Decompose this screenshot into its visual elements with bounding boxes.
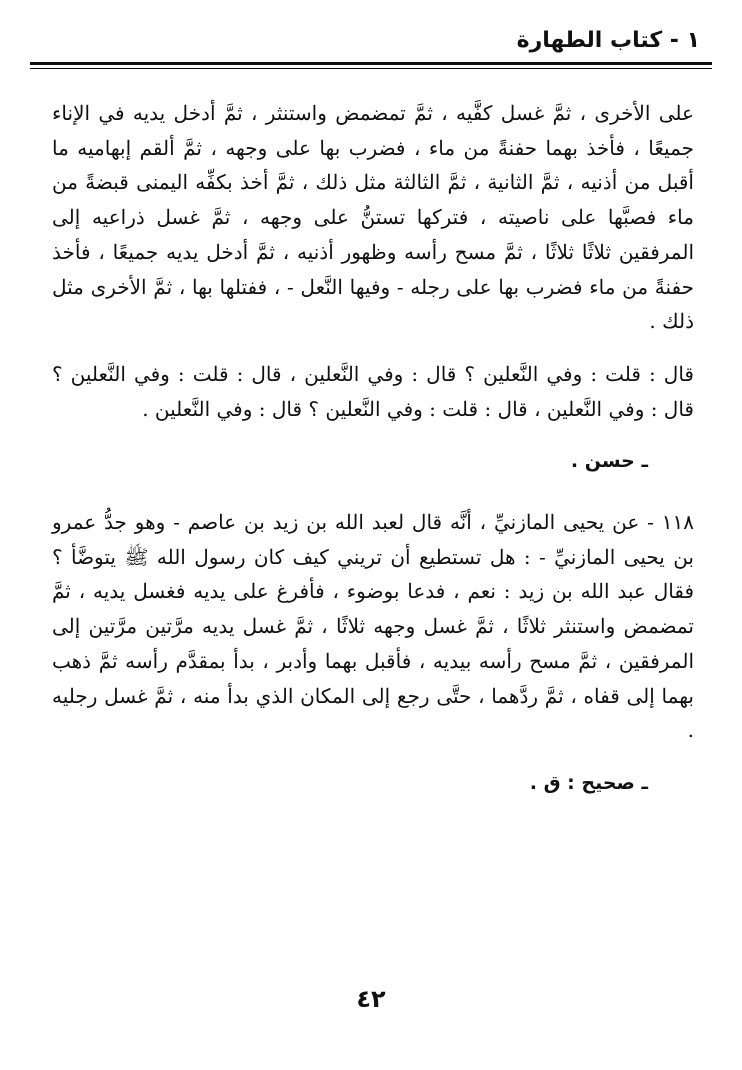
hadith-117-continuation: على الأخرى ، ثمَّ غسل كفَّيه ، ثمَّ تمضمض واستنثر ، ثمَّ أدخل يديه في الإناء جميعًا ، فأخذ بهما حفنةً من ماء ، فضرب بها على وجهه ، ثمَّ ألقم إبهاميه ما أقبل من أذنيه ، ثمَّ الثانية ، ثمَّ الثالثة مثل ذلك ، ثمَّ أخذ بكفِّه اليمنى قبضةً من ماء فصبَّها على ناصيته ، فتركها تستنُّ على وجهه ، ثمَّ غسل ذراعيه إلى المرفقين ثلاثًا ثلاثًا ، ثمَّ مسح رأسه وظهور أذنيه ، ثمَّ أدخل يديه جميعًا ، فأخذ حفنةً من ماء فضرب بها على رجله - وفيها النَّعل - ، ففتلها بها ، ثمَّ الأخرى مثل ذلك . xyxy=(52,101,695,334)
page-body xyxy=(52,96,694,827)
running-header xyxy=(30,22,712,74)
header-rule-thin xyxy=(30,68,712,69)
narrator-dialogue: قال : قلت : وفي النَّعلين ؟ قال : وفي النَّعلين ، قال : قلت : وفي النَّعلين ؟ قال : وفي النَّعلين ، قال : قلت : وفي النَّعلين ؟ قال : وفي النَّعلين . xyxy=(52,361,694,421)
hadith-118: ١١٨ - عن يحيى المازنيِّ ، أنَّه قال لعبد الله بن زيد بن عاصم - وهو جدُّ عمرو بن يحيى المازنيِّ - : هل تستطيع أن تريني كيف كان رسول الله ﷺ يتوضَّأ ؟ فقال عبد الله بن زيد : نعم ، فدعا بوضوء ، فأفرغ على يديه فغسل يديه ، ثمَّ تمضمض واستنثر ثلاثًا ، ثمَّ غسل وجهه ثلاثًا ، ثمَّ غسل يديه مرَّتين مرَّتين إلى المرفقين ، ثمَّ مسح رأسه بيديه ، فأقبل بهما وأدبر ، بدأ بمقدَّم رأسه ثمَّ ذهب بهما إلى قفاه ، ثمَّ ردَّهما ، حتَّى رجع إلى المكان الذي بدأ منه ، ثمَّ غسل رجليه . xyxy=(52,510,694,743)
hadith-grade-hasan: ـ حسن . xyxy=(570,450,648,473)
page-number: ٤٢ xyxy=(356,985,386,1013)
header-rule-thick xyxy=(30,62,712,65)
chapter-title: ١ - كتاب الطهارة xyxy=(516,28,700,53)
hadith-grade-sahih: ـ صحيح : ق . xyxy=(529,771,648,794)
